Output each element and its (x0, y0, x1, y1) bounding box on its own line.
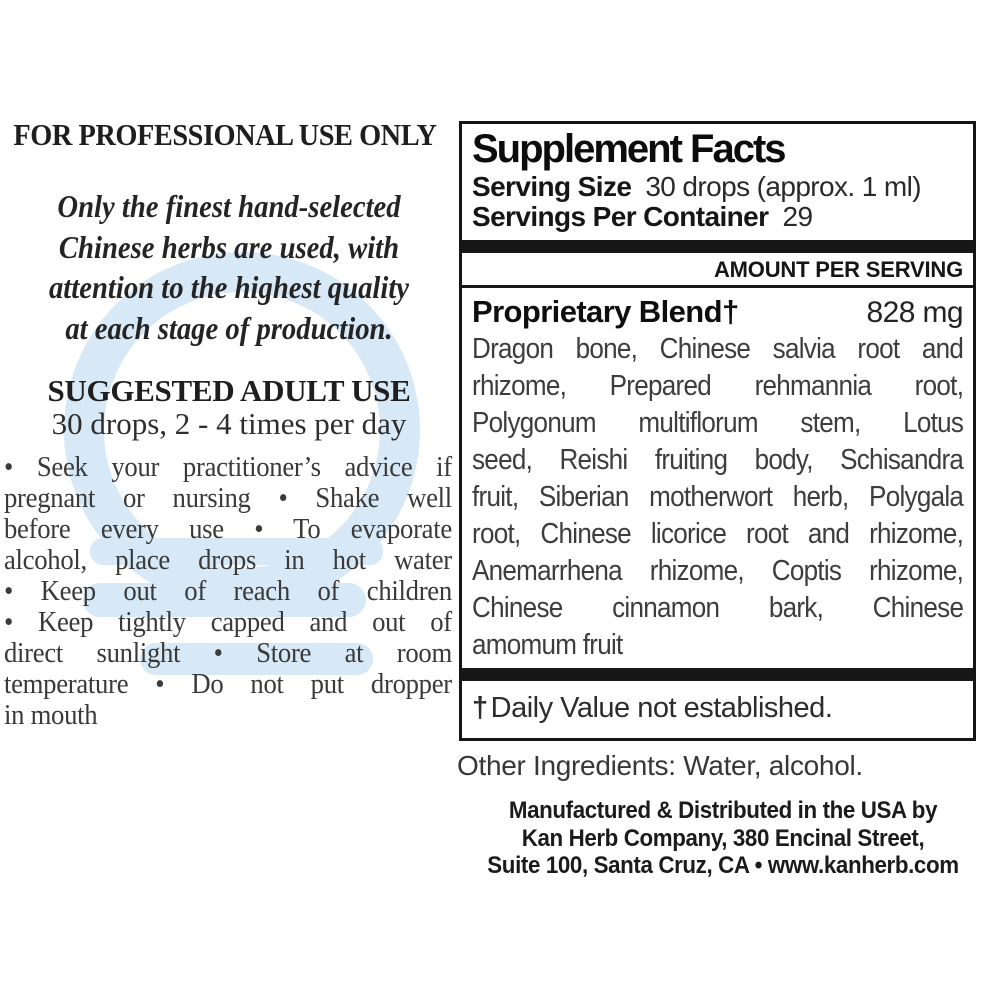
manufacturer-line: Suite 100, Santa Cruz, CA • www.kanherb.com (487, 852, 959, 879)
ingredient-line: seed, Reishi fruiting body, Schisandra (472, 444, 964, 476)
servings-per-container-row (472, 202, 963, 232)
manufacturer-block (472, 797, 974, 880)
ingredient-line: root, Chinese licorice root and rhizome, (472, 518, 964, 550)
proprietary-blend-amount: 828 mg (866, 296, 963, 329)
supplement-facts-panel (459, 121, 976, 741)
footnote-dagger: † (472, 692, 488, 724)
amount-per-serving-header: AMOUNT PER SERVING (713, 257, 963, 282)
dosage-text: 30 drops, 2 - 4 times per day (51, 406, 407, 441)
manufacturer-line: Kan Herb Company, 380 Encinal Street, (521, 824, 925, 852)
quality-tagline (5, 186, 453, 348)
thick-divider-bar (462, 668, 973, 681)
precaution-line: temperature • Do not put dropper (4, 669, 452, 700)
proprietary-blend-row (472, 295, 963, 329)
thin-divider-rule (462, 285, 973, 288)
precaution-line: direct sunlight • Store at room (4, 638, 452, 669)
blend-label-text: Proprietary Blend (472, 294, 722, 329)
serving-size-label: Serving Size (472, 171, 632, 202)
tagline-line: Only the finest hand-selected (57, 188, 401, 224)
footnote-text: Daily Value not established. (490, 692, 833, 724)
servings-per-container-label: Servings Per Container (472, 200, 769, 232)
precaution-line: • Keep out of reach of children (4, 576, 452, 607)
ingredient-line: amomum fruit (472, 629, 623, 661)
precaution-line: in mouth (4, 700, 98, 731)
serving-size-value: 30 drops (approx. 1 ml) (645, 171, 921, 202)
ingredient-line: Chinese cinnamon bark, Chinese (472, 592, 964, 624)
suggested-use-title: SUGGESTED ADULT USE (47, 373, 411, 408)
facts-title: Supplement Facts (472, 127, 785, 171)
professional-use-header: FOR PROFESSIONAL USE ONLY (13, 118, 437, 152)
ingredient-line: Anemarrhena rhizome, Coptis rhizome, (472, 555, 964, 587)
precaution-line: • Keep tightly capped and out of (4, 607, 452, 638)
manufacturer-line: Manufactured & Distributed in the USA by (508, 797, 938, 824)
proprietary-blend-label (472, 295, 739, 328)
ingredient-line: rhizome, Prepared rehmannia root, (472, 370, 964, 402)
tagline-line: Chinese herbs are used, with (58, 228, 400, 265)
serving-size-row (472, 172, 963, 202)
daily-value-footnote (472, 693, 963, 724)
tagline-line: at each stage of production. (65, 309, 393, 346)
ingredient-line: Dragon bone, Chinese salvia root and (472, 333, 964, 365)
other-ingredients-text: Other Ingredients: Water, alcohol. (457, 750, 863, 781)
tagline-line: attention to the highest quality (48, 269, 410, 305)
ingredient-line: Polygonum multiflorum stem, Lotus (472, 407, 964, 439)
precaution-line: before every use • To evaporate (4, 514, 452, 545)
ingredient-line: fruit, Siberian motherwort herb, Polygala (472, 481, 964, 513)
servings-per-container-value: 29 (782, 200, 813, 232)
blend-ingredients-paragraph (472, 331, 963, 664)
precaution-line: alcohol, place drops in hot water (4, 545, 452, 576)
thick-divider-bar (462, 240, 973, 253)
precaution-line: pregnant or nursing • Shake well (4, 483, 452, 514)
dagger-symbol: † (721, 294, 739, 329)
precautions-paragraph (4, 452, 452, 731)
precaution-line: • Seek your practitioner’s advice if (4, 452, 452, 483)
